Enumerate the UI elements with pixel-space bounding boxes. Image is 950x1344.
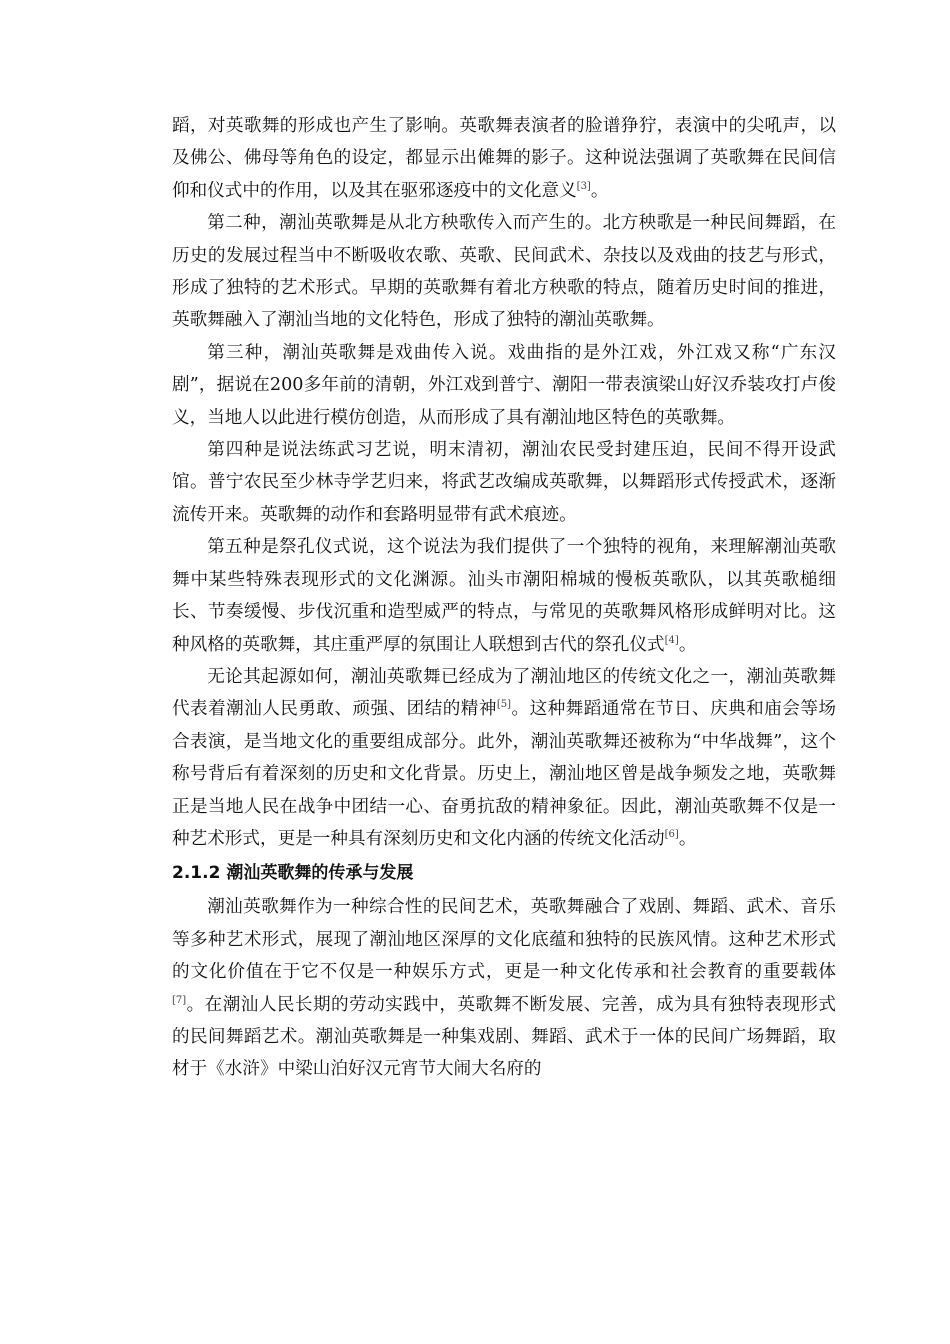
paragraph-text: 。 [678,634,697,655]
paragraph-text: 第五种是祭孔仪式说，这个说法为我们提供了一个独特的视角，来理解潮汕英歌舞中某些特殊表现形式的文化渊源。汕头市潮阳棉城的慢板英歌队，以其英歌槌细长、节奏缓慢、步伐沉重和造型威严的特点，与常见的英歌舞风格形成鲜明对比。这种风格的英歌舞，其庄重严厚的氛围让人联想到古代的祭孔仪式 [172,537,836,655]
citation-ref: [3] [576,180,591,192]
paragraph [172,337,836,434]
paragraph [172,110,836,207]
document-page [172,110,836,1086]
citation-ref: [5] [496,699,512,711]
citation-ref: [4] [664,634,679,646]
body-text-section [172,110,836,855]
paragraph [172,661,836,855]
citation-ref: [6] [664,829,679,841]
paragraph-text: 。在潮汕人民长期的劳动实践中，英歌舞不断发展、完善，成为具有独特表现形式的民间舞蹈艺术。潮汕英歌舞是一种集戏剧、舞蹈、武术于一体的民间广场舞蹈，取材于《水浒》中梁山泊好汉元宵节大闹大名府的 [172,994,836,1080]
paragraph-text: 。这种舞蹈通常在节日、庆典和庙会等场合表演，是当地文化的重要组成部分。此外，潮汕英歌舞还被称为“中华战舞”，这个称号背后有着深刻的历史和文化背景。历史上，潮汕地区曾是战争频发之地，英歌舞正是当地人民在战争中团结一心、奋勇抗敌的精神象征。因此，潮汕英歌舞不仅是一种艺术形式，更是一种具有深刻历史和文化内涵的传统文化活动 [172,699,836,849]
paragraph [172,207,836,337]
paragraph-text: 潮汕英歌舞作为一种综合性的民间艺术，英歌舞融合了戏剧、舞蹈、武术、音乐等多种艺术形式，展现了潮汕地区深厚的文化底蕴和独特的民族风情。这种艺术形式的文化价值在于它不仅是一种娱乐方式，更是一种文化传承和社会教育的重要载体 [172,897,836,983]
section-heading: 2.1.2 潮汕英歌舞的传承与发展 [172,863,414,884]
paragraph [172,531,836,661]
body-text-section-continued [172,891,836,1085]
paragraph-text: 。 [590,180,609,201]
paragraph-text: 第二种，潮汕英歌舞是从北方秧歌传入而产生的。北方秧歌是一种民间舞蹈，在历史的发展过程当中不断吸收农歌、英歌、民间武术、杂技以及戏曲的技艺与形式，形成了独特的艺术形式。早期的英歌舞有着北方秧歌的特点，随着历史时间的推进，英歌舞融入了潮汕当地的文化特色，形成了独特的潮汕英歌舞。 [172,213,836,331]
paragraph-text: 蹈，对英歌舞的形成也产生了影响。英歌舞表演者的脸谱狰狞，表演中的尖吼声，以及佛公、佛母等角色的设定，都显示出傩舞的影子。这种说法强调了英歌舞在民间信仰和仪式中的作用，以及其在驱邪逐疫中的文化意义 [172,116,836,201]
paragraph-text: 无论其起源如何，潮汕英歌舞已经成为了潮汕地区的传统文化之一，潮汕英歌舞代表着潮汕人民勇敢、顽强、团结的精神 [172,666,836,720]
paragraph-text: 第三种，潮汕英歌舞是戏曲传入说。戏曲指的是外江戏，外江戏又称“广东汉剧”，据说在200多年前的清朝，外江戏到普宁、潮阳一带表演梁山好汉乔装攻打卢俊义，当地人以此进行模仿创造，从而形成了具有潮汕地区特色的英歌舞。 [172,342,836,428]
paragraph-text: 。 [678,828,697,849]
paragraph [172,434,836,531]
paragraph-text: 第四种是说法练武习艺说，明末清初，潮汕农民受封建压迫，民间不得开设武馆。普宁农民至少林寺学艺归来，将武艺改编成英歌舞，以舞蹈形式传授武术，逐渐流传开来。英歌舞的动作和套路明显带有武术痕迹。 [172,440,836,525]
paragraph [172,891,836,1085]
citation-ref: [7] [172,994,187,1006]
